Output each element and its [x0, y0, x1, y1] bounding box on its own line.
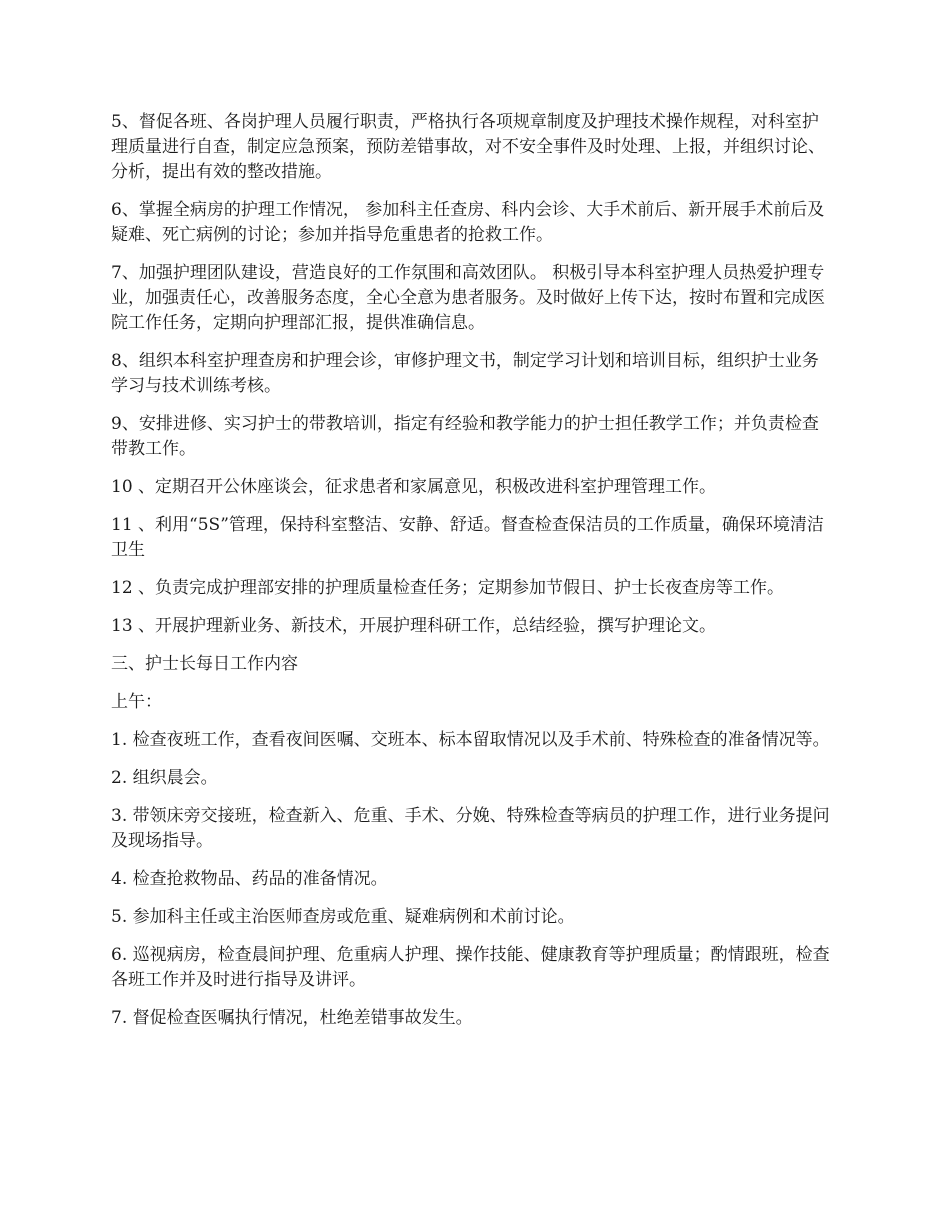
- morning-task-2: 2. 组织晨会。: [111, 768, 218, 788]
- morning-task-6: 6. 巡视病房，检查晨间护理、危重病人护理、操作技能、健康教育等护理质量；酌情跟班，检查各班工作并及时进行指导及讲评。: [111, 945, 830, 990]
- morning-task-7: 7. 督促检查医嘱执行情况，杜绝差错事故发生。: [111, 1008, 473, 1028]
- morning-task-5: 5. 参加科主任或主治医师查房或危重、疑难病例和术前讨论。: [111, 907, 575, 927]
- duty-item-5: 5、督促各班、各岗护理人员履行职责，严格执行各项规章制度及护理技术操作规程，对科室护理质量进行自查，制定应急预案，预防差错事故，对不安全事件及时处理、上报，并组织讨论、分析，提出有效的整改措施。: [111, 112, 825, 182]
- morning-task-1: 1. 检查夜班工作，查看夜间医嘱、交班本、标本留取情况以及手术前、特殊检查的准备情况等。: [111, 730, 830, 750]
- duty-item-9: 9、安排进修、实习护士的带教培训，指定有经验和教学能力的护士担任教学工作；并负责检查带教工作。: [111, 414, 819, 459]
- duty-item-7: 7、加强护理团队建设，营造良好的工作氛围和高效团队。 积极引导本科室护理人员热爱护理专业，加强责任心，改善服务态度，全心全意为患者服务。及时做好上传下达，按时布置和完成医院工作任务，定期向护理部汇报，提供准确信息。: [111, 263, 825, 333]
- duty-item-10: 10 、定期召开公休座谈会，征求患者和家属意见，积极改进科室护理管理工作。: [111, 477, 717, 497]
- duty-item-8: 8、组织本科室护理查房和护理会诊，审修护理文书，制定学习计划和培训目标，组织护士业务学习与技术训练考核。: [111, 351, 819, 396]
- duty-item-12: 12 、负责完成护理部安排的护理质量检查任务；定期参加节假日、护士长夜查房等工作。: [111, 578, 785, 598]
- duty-item-13: 13 、开展护理新业务、新技术，开展护理科研工作，总结经验，撰写护理论文。: [111, 616, 717, 636]
- document-page: [111, 110, 831, 1044]
- morning-task-3: 3. 带领床旁交接班，检查新入、危重、手术、分娩、特殊检查等病员的护理工作，进行业务提问及现场指导。: [111, 806, 830, 851]
- morning-label: 上午：: [111, 692, 162, 712]
- section-heading: 三、护士长每日工作内容: [111, 654, 298, 674]
- morning-task-4: 4. 检查抢救物品、药品的准备情况。: [111, 869, 388, 889]
- duty-item-11: 11 、利用“5S”管理，保持科室整洁、安静、舒适。督查检查保洁员的工作质量，确保环境清洁卫生: [111, 515, 824, 560]
- duty-item-6: 6、掌握全病房的护理工作情况， 参加科主任查房、科内会诊、大手术前后、新开展手术前后及疑难、死亡病例的讨论；参加并指导危重患者的抢救工作。: [111, 200, 825, 245]
